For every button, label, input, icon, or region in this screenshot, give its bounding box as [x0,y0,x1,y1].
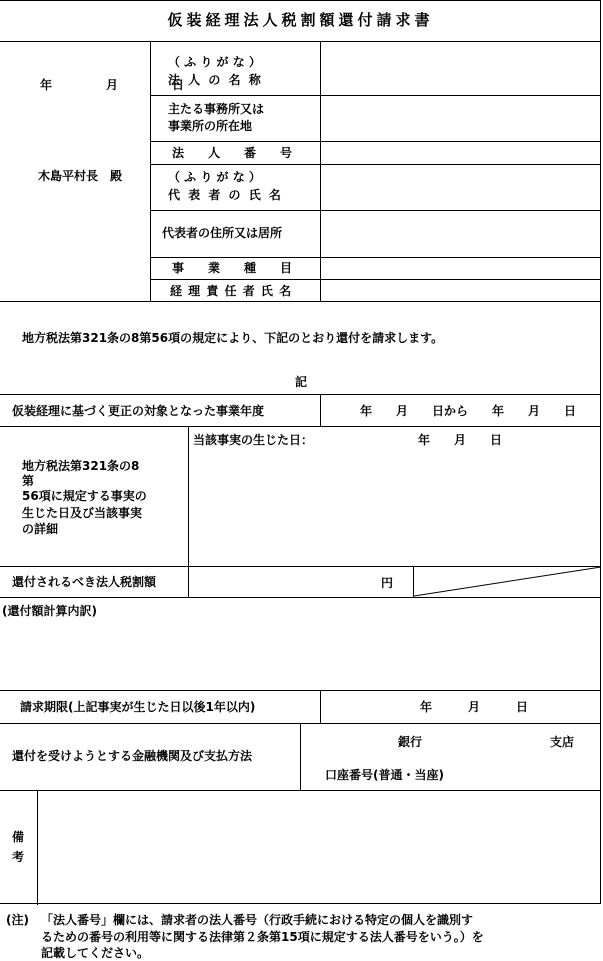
fact-date-label: 当該事実の生じた日： [193,433,314,447]
corp-number-label: 法 人 番 号 [172,146,293,160]
date-field[interactable]: 年 月 日 [40,78,195,92]
deadline-field[interactable]: 年 月 日 [420,700,529,714]
branch-suffix: 支店 [550,735,575,749]
note-line-3: 記載してください。 [41,946,150,960]
breakdown-field[interactable] [1,621,601,690]
facts-label-1: 地方税法第321条の8 [22,459,140,473]
office-label-1: 主たる事務所又は [168,102,265,116]
remarks-field[interactable] [38,791,601,905]
note-line-1: 「法人番号」欄には、請求者の法人番号（行政手続における特定の個人を識別す [41,913,474,927]
rep-address-label: 代表者の住所又は居所 [162,226,283,240]
rep-name-field[interactable] [321,165,601,210]
refund-amount-label: 還付されるべき法人税割額 [12,575,157,589]
facts-label-3: 56項に規定する事実の [22,489,147,503]
remarks-label: 備考 [12,830,25,864]
note-prefix: (注) [6,913,29,927]
branch-name-field[interactable] [440,725,548,747]
business-label: 事 業 種 目 [172,261,293,275]
facts-label-4: 生じた日及び当該事実 [22,506,143,520]
corp-name-field[interactable] [321,42,601,95]
facts-label-2: 第 [22,474,35,488]
bank-suffix: 銀行 [398,735,423,749]
facts-label-5: の詳細 [22,522,59,536]
bank-label: 還付を受けようとする金融機関及び支払方法 [12,749,253,763]
business-field[interactable] [321,258,601,279]
furigana-label: （ ふ り が な ） [168,55,261,69]
fact-details-field[interactable] [189,449,601,566]
refund-amount-field[interactable] [189,567,379,597]
accountant-label: 経 理 責 任 者 氏 名 [170,284,293,298]
addressee: 木島平村長 殿 [38,169,123,183]
corp-number-field[interactable] [321,142,601,164]
deadline-label: 請求期限(上記事実が生じた日以後1年以内) [20,700,256,714]
accountant-field[interactable] [321,280,601,301]
request-statement: 地方税法第321条の8第56項の規定により、下記のとおり還付を請求します。 [22,331,444,345]
rep-furigana-label: （ ふ り が な ） [168,170,261,184]
form-title: 仮装経理法人税割額還付請求書 [167,11,434,29]
yen-unit: 円 [381,576,394,590]
ki-label: 記 [295,375,308,389]
corp-name-label: 法 人 の 名 称 [168,73,263,87]
office-address-field[interactable] [321,96,601,141]
account-number-label: 口座番号(普通・当座) [325,768,444,782]
rep-address-field[interactable] [321,211,601,257]
bank-name-field[interactable] [302,725,397,747]
fact-date-field[interactable]: 年 月 日 [418,433,503,447]
breakdown-label: (還付額計算内訳) [2,604,97,618]
office-label-2: 事業所の所在地 [168,119,253,133]
fiscal-year-label: 仮装経理に基づく更正の対象となった事業年度 [12,404,265,418]
void-diagonal [414,567,601,597]
note-line-2: るための番号の利用等に関する法律第２条第15項に規定する法人番号をいう。）を [41,930,484,944]
rep-name-label: 代 表 者 の 氏 名 [168,188,283,202]
fiscal-year-field[interactable]: 年 月 日から 年 月 日 [360,404,577,418]
